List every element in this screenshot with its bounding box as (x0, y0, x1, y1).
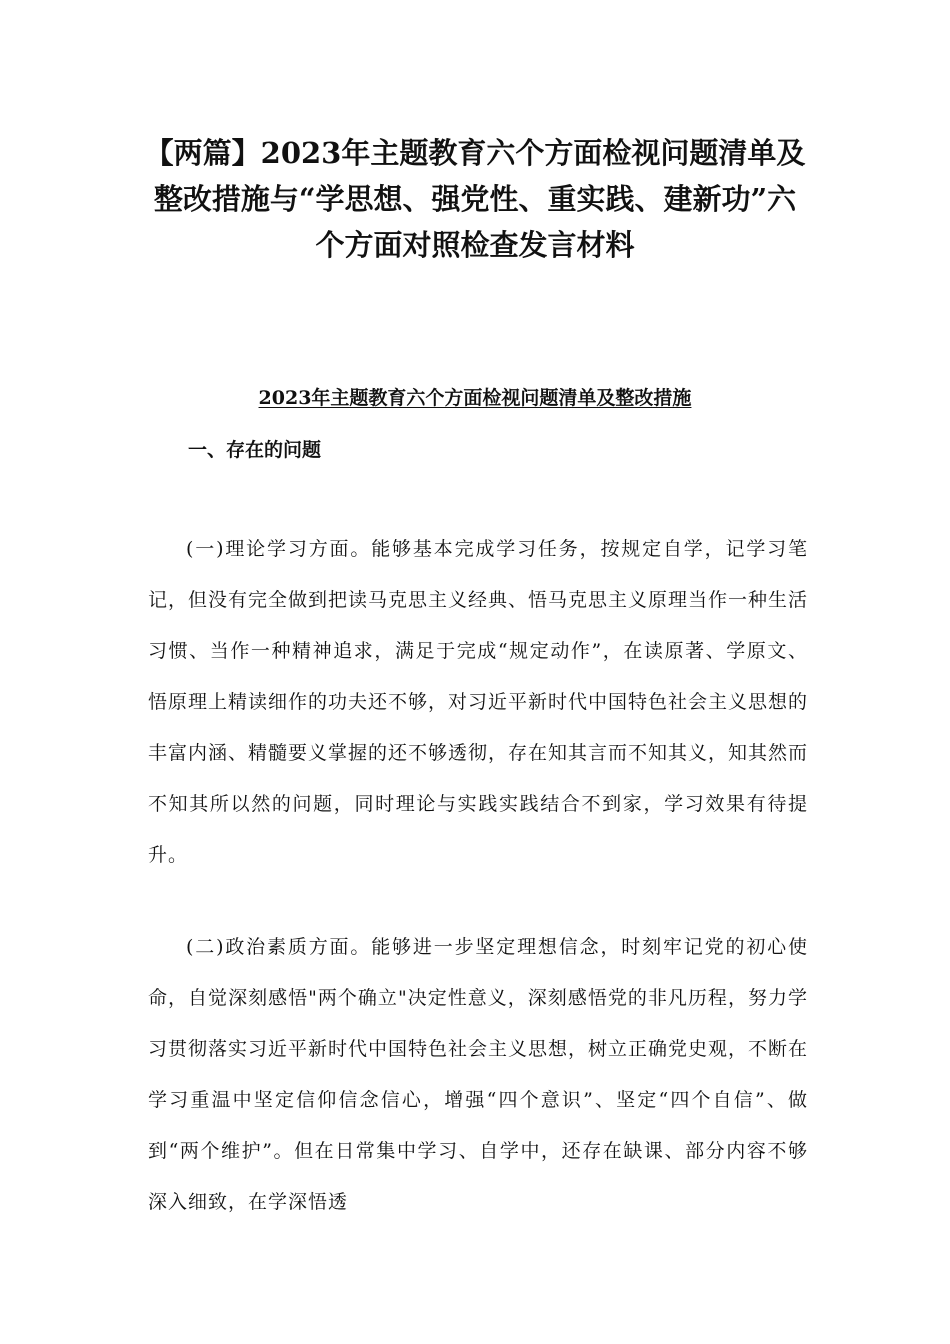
section-title: 2023年主题教育六个方面检视问题清单及整改措施 (258, 387, 692, 409)
paragraph-political-quality: (二)政治素质方面。能够进一步坚定理想信念，时刻牢记党的初心使命，自觉深刻感悟"两个确立"决定性意义，深刻感悟党的非凡历程，努力学习贯彻落实习近平新时代中国特色社会主义思想，树立正确党史观，不断在学习重温中坚定信仰信念信心，增强“四个意识”、坚定“四个自信”、做到“两个维护”。但在日常集中学习、自学中，还存在缺课、部分内容不够深入细致，在学深悟透 (148, 936, 809, 1213)
paragraph-theory-study: (一)理论学习方面。能够基本完成学习任务，按规定自学，记学习笔记，但没有完全做到把读马克思主义经典、悟马克思主义原理当作一种生活习惯、当作一种精神追求，满足于完成“规定动作”，在读原著、学原文、悟原理上精读细作的功夫还不够，对习近平新时代中国特色社会主义思想的丰富内涵、精髓要义掌握的还不够透彻，存在知其言而不知其义，知其然而不知其所以然的问题，同时理论与实践实践结合不到家，学习效果有待提升。 (148, 538, 809, 866)
heading-existing-problems: 一、存在的问题 (188, 439, 322, 461)
document-title: 【两篇】2023年主题教育六个方面检视问题清单及整改措施与“学思想、强党性、重实践、建新功”六个方面对照检查发言材料 (144, 136, 806, 262)
